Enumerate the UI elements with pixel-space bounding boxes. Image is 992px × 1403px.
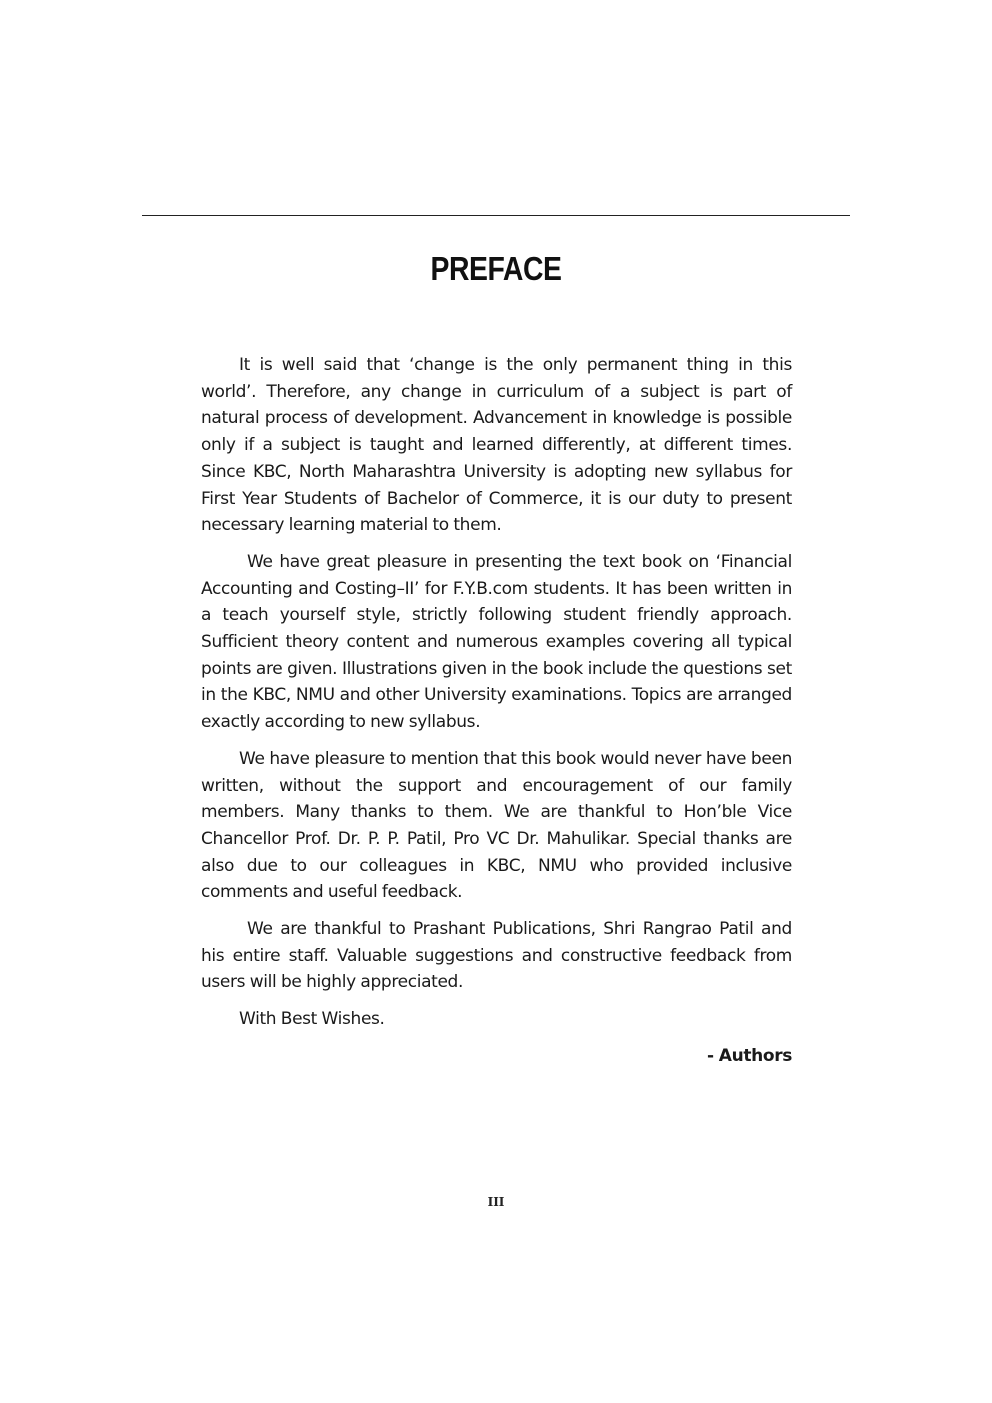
preface-body [201,352,792,1070]
top-rule [142,215,850,216]
paragraph-1: It is well said that ‘change is the only permanent thing in this world’. Therefore, any change in curriculum of a subject is part of natural process of development. Advancement in knowledge is possible only if a subject is taught and learned differently, at different times. Since KBC, North Maharashtra University is adopting new syllabus for First Year Students of Bachelor of Commerce, it is our duty to present necessary learning material to them. [201,355,792,536]
page-title: PREFACE [430,250,562,287]
paragraph-4: We are thankful to Prashant Publications, Shri Rangrao Patil and his entire staff. Valuable suggestions and constructive feedback from users will be highly appreciated. [201,919,792,993]
signature: - Authors [707,1045,792,1066]
page-number: III [487,1195,505,1209]
paragraph-2: We have great pleasure in presenting the text book on ‘Financial Accounting and Costing–II’ for F.Y.B.com students. It has been written in a teach yourself style, strictly following student friendly approach. Sufficient theory content and numerous examples covering all typical points are given. Illustrations given in the book include the questions set in the KBC, NMU and other University examinations. Topics are arranged exactly according to new syllabus. [201,551,792,733]
paragraph-3: We have pleasure to mention that this book would never have been written, without the support and encouragement of our family members. Many thanks to them. We are thankful to Hon’ble Vice Chancellor Prof. Dr. P. P. Patil, Pro VC Dr. Mahulikar. Special thanks are also due to our colleagues in KBC, NMU who provided inclusive comments and useful feedback. [201,748,792,903]
closing-line: With Best Wishes. [239,1009,385,1030]
